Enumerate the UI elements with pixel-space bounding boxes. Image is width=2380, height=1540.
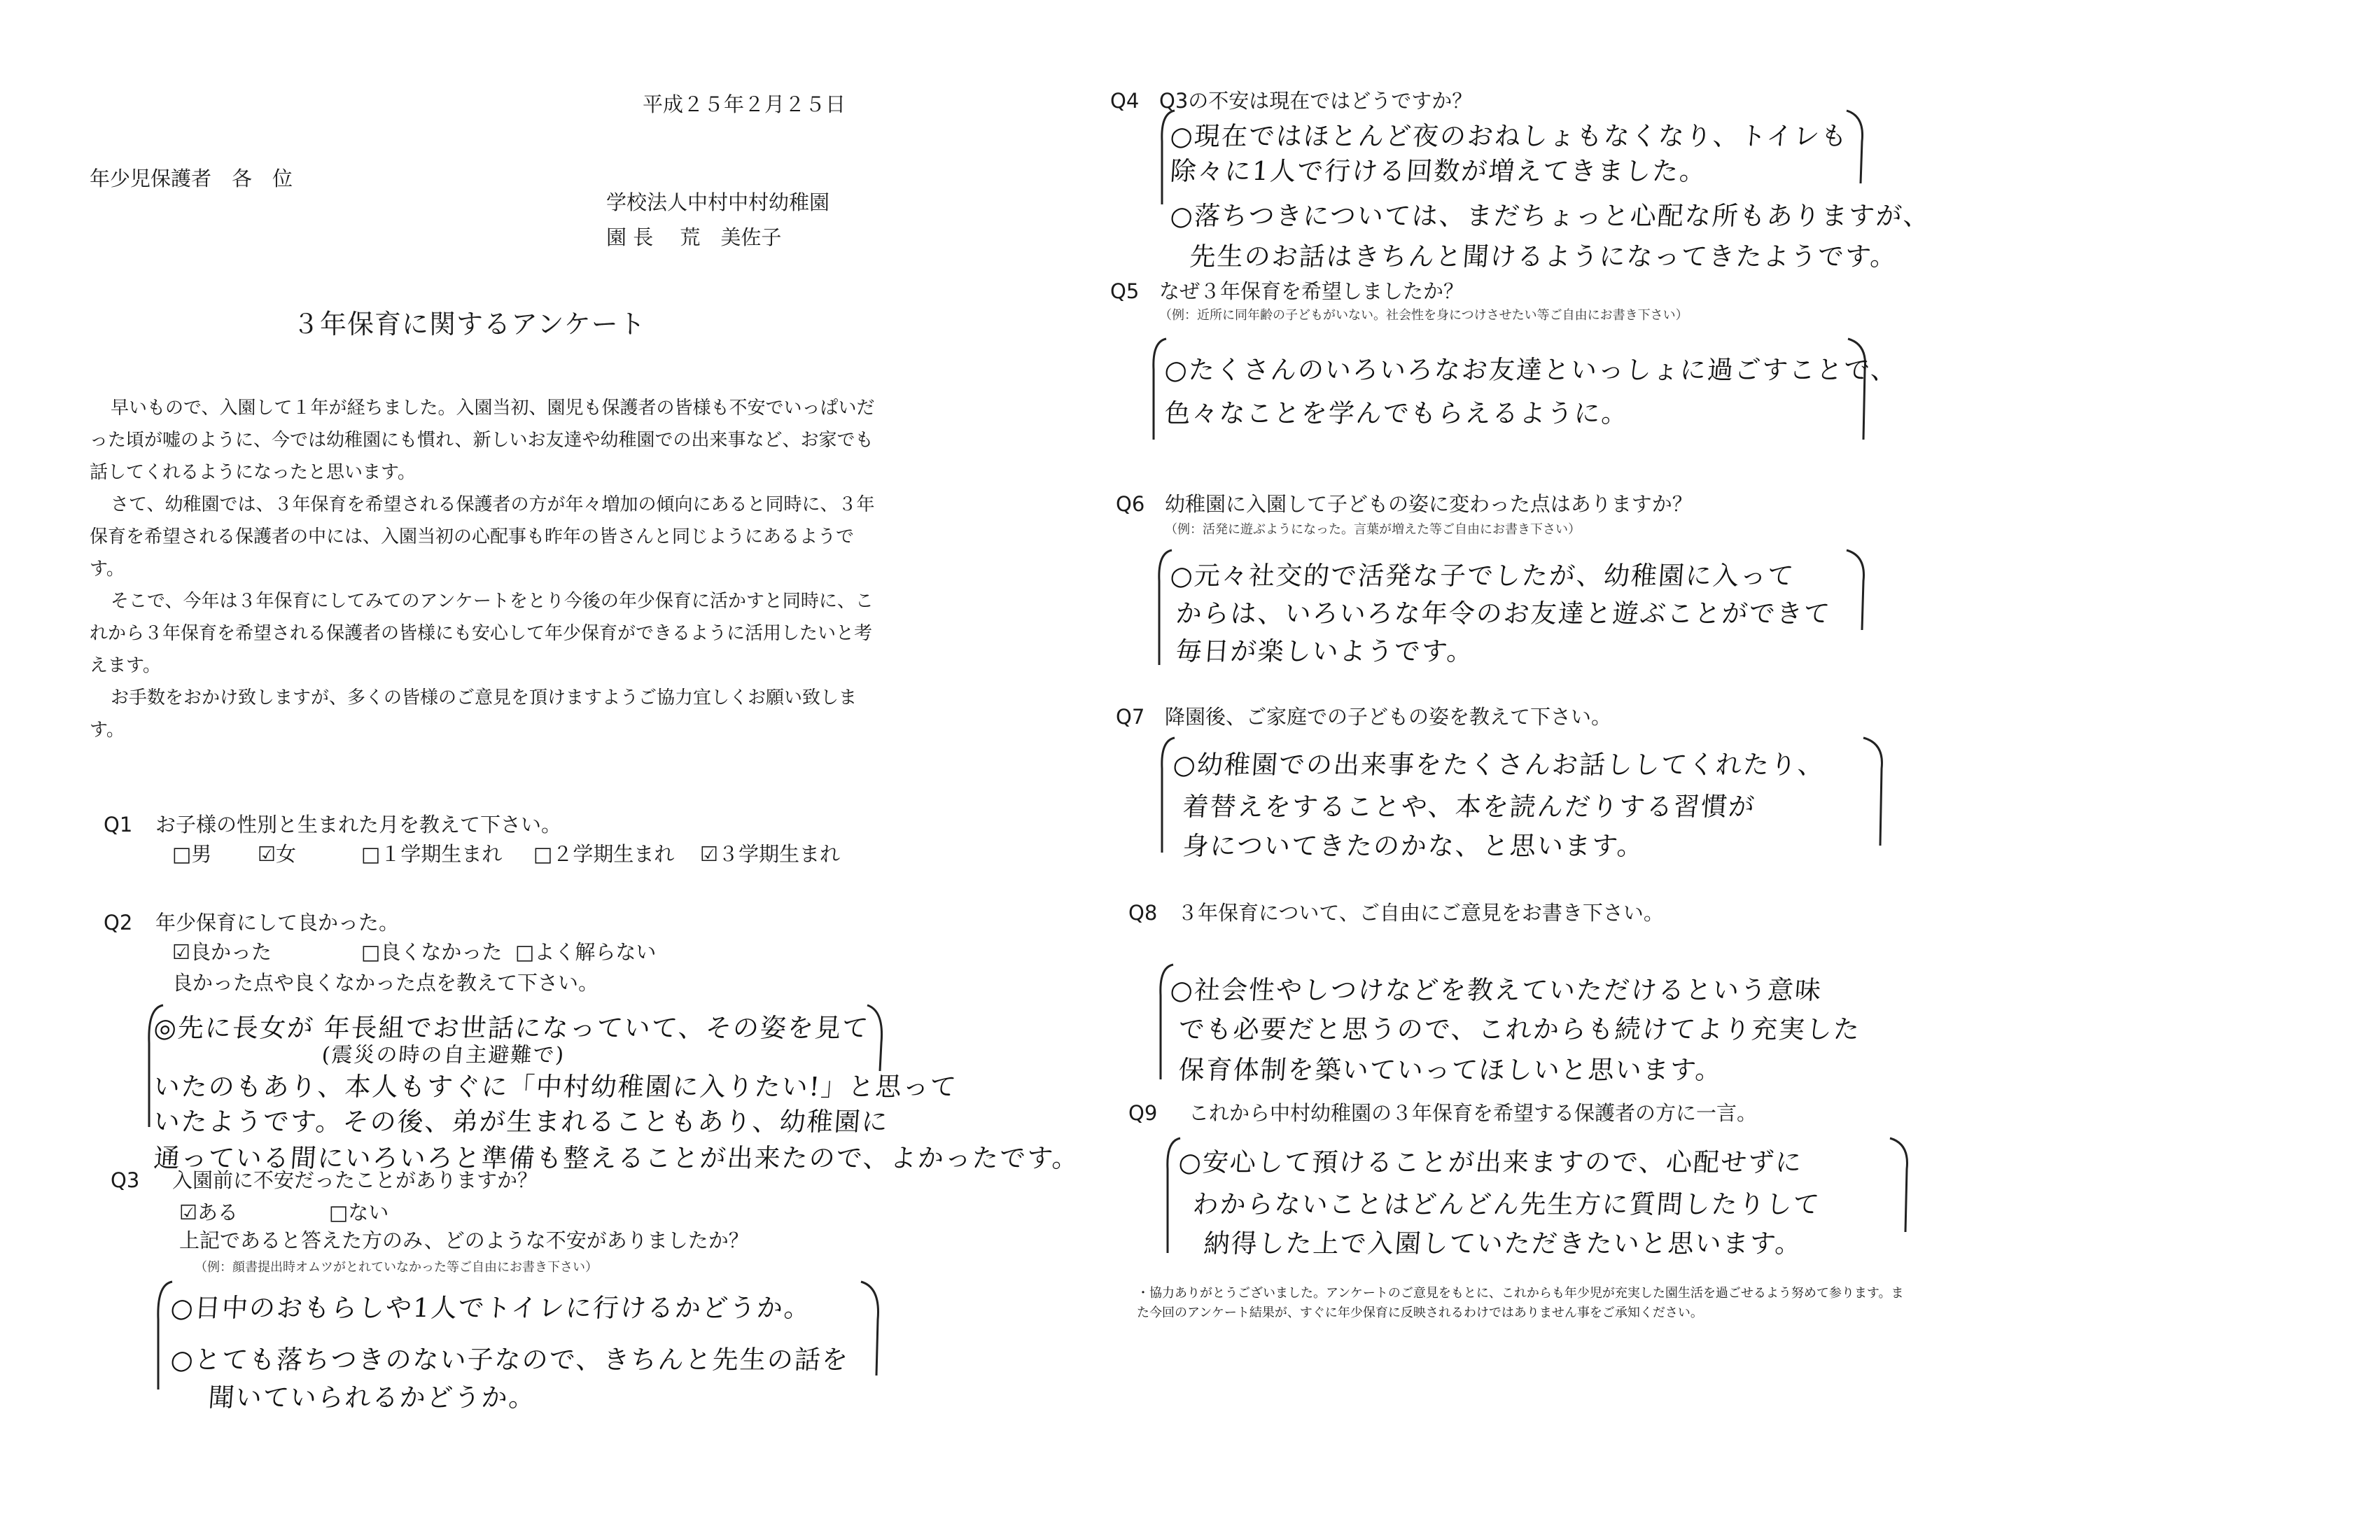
- q1-question: お子様の性別と生まれた月を教えて下さい。: [155, 813, 562, 836]
- q7-answer-line-3: 身についてきたのかな、と思います。: [1182, 831, 1646, 861]
- q1-option-female[interactable]: ☑女: [258, 842, 296, 866]
- q6-number: Q6: [1116, 492, 1145, 516]
- q3-question: 入園前に不安だったことがありますか？: [172, 1168, 538, 1192]
- q6-example: （例：活発に遊ぶようになった。言葉が増えた等ご自由にお書き下さい）: [1165, 522, 1581, 537]
- intro-paragraph-4: お手数をおかけ致しますが、多くの皆様のご意見を頂けますようご協力宜しくお願い致します。: [90, 687, 858, 741]
- page-title: ３年保育に関するアンケート: [293, 309, 646, 340]
- q4-number: Q4: [1110, 89, 1140, 113]
- q5-answer-line-2: 色々なことを学んでもらえるように。: [1163, 398, 1630, 428]
- q9-answer-line-1: ○安心して預けることが出来ますので、心配せずに: [1177, 1147, 1804, 1177]
- q2-answer-line-5: 通っている間にいろいろと準備も整えることが出来たので、よかったです。: [153, 1143, 1081, 1173]
- q1-option-term1[interactable]: □１学期生まれ: [361, 842, 503, 866]
- q3-number: Q3: [111, 1168, 140, 1192]
- q3-followup: 上記であると答えた方のみ、どのような不安がありましたか？: [179, 1228, 749, 1252]
- q2-option-good[interactable]: ☑良かった: [172, 940, 272, 964]
- q4-question: Q3の不安は現在ではどうですか？: [1159, 89, 1473, 113]
- q2-followup: 良かった点や良くなかった点を教えて下さい。: [172, 971, 599, 995]
- q2-answer-line-3: いたのもあり、本人もすぐに「中村幼稚園に入りたい!」と思って: [153, 1072, 959, 1102]
- q4-answer-line-1: ○現在ではほとんど夜のおねしょもなくなり、トイレも: [1169, 121, 1849, 151]
- q3-example: （例：顔書提出時オムツがとれていなかった等ご自由にお書き下さい）: [195, 1260, 598, 1275]
- q7-question: 降園後、ご家庭での子どもの姿を教えて下さい。: [1165, 705, 1612, 729]
- q2-answer-line-4: いたようです。その後、弟が生まれることもあり、幼稚園に: [153, 1107, 890, 1137]
- q8-answer-line-1: ○社会性やしつけなどを教えていただけるという意味: [1169, 975, 1823, 1005]
- q9-answer-line-2: わからないことはどんどん先生方に質問したりして: [1191, 1189, 1822, 1219]
- q5-answer-line-1: ○たくさんのいろいろなお友達といっしょに過ごすことで、: [1163, 355, 1899, 385]
- q3-answer-line-3: 聞いていられるかどうか。: [207, 1382, 538, 1413]
- intro-paragraph-2: さて、幼稚園では、３年保育を希望される保護者の方が年々増加の傾向にあると同時に、３年保育を希望される保護者の中には、入園当初の心配事も昨年の皆さんと同じようにあるようです。: [90, 494, 875, 580]
- sender-name: 園 長 荒 美佐子: [606, 225, 782, 249]
- q5-number: Q5: [1110, 279, 1140, 303]
- q3-option-no[interactable]: □ない: [329, 1200, 389, 1224]
- sender-organization: 学校法人中村中村幼稚園: [606, 190, 830, 214]
- q2-option-unsure[interactable]: □よく解らない: [515, 940, 657, 964]
- intro-paragraph-3: そこで、今年は３年保育にしてみてのアンケートをとり今後の年少保育に活かすと同時に、これから３年保育を希望される保護者の皆様にも安心して年少保育ができるように活用したいと考えます。: [90, 591, 874, 676]
- q8-answer-line-3: 保育体制を築いていってほしいと思います。: [1177, 1055, 1724, 1085]
- q7-answer-line-2: 着替えをすることや、本を読んだりする習慣が: [1182, 792, 1757, 822]
- q5-example: （例：近所に同年齢の子どもがいない。社会性を身につけさせたい等ご自由にお書き下さい）: [1159, 308, 1688, 323]
- q2-number: Q2: [104, 911, 133, 934]
- document-date: 平成２５年２月２５日: [643, 92, 846, 116]
- q4-answer-line-2: 除々に1人で行ける回数が増えてきました。: [1169, 156, 1708, 186]
- q8-answer-line-2: でも必要だと思うので、これからも続けてより充実した: [1177, 1014, 1862, 1044]
- q1-option-male[interactable]: □男: [172, 842, 212, 866]
- q6-answer-line-2: からは、いろいろな年令のお友達と遊ぶことができて: [1175, 598, 1833, 629]
- q9-question: これから中村幼稚園の３年保育を希望する保護者の方に一言。: [1189, 1101, 1758, 1125]
- q2-question: 年少保育にして良かった。: [155, 911, 400, 934]
- q8-number: Q8: [1128, 901, 1158, 925]
- q9-answer-line-3: 納得した上で入園していただきたいと思います。: [1203, 1228, 1804, 1259]
- intro-paragraph-1: 早いもので、入園して１年が経ちました。入園当初、園児も保護者の皆様も不安でいっぱいだった頃が嘘のように、今では幼稚園にも慣れ、新しいお友達や幼稚園での出来事など、お家でも話してくれるようになったと思います。: [90, 398, 875, 483]
- q3-answer-line-2: ○とても落ちつきのない子なので、きちんと先生の話を: [169, 1345, 850, 1375]
- q5-question: なぜ３年保育を希望しましたか？: [1159, 279, 1464, 303]
- addressee: 年少児保護者 各 位: [90, 167, 293, 190]
- q3-option-yes[interactable]: ☑ある: [179, 1200, 238, 1224]
- q8-question: ３年保育について、ご自由にご意見をお書き下さい。: [1177, 901, 1664, 925]
- q4-answer-line-4: 先生のお話はきちんと聞けるようになってきたようです。: [1189, 241, 1899, 272]
- q6-question: 幼稚園に入園して子どもの姿に変わった点はありますか？: [1165, 492, 1693, 516]
- q2-answer-line-2: (震災の時の自主避難で): [321, 1043, 566, 1068]
- q6-answer-line-3: 毎日が楽しいようです。: [1175, 636, 1476, 666]
- q1-option-term2[interactable]: □２学期生まれ: [533, 842, 675, 866]
- q9-number: Q9: [1128, 1101, 1158, 1125]
- q2-answer-line-1: ◎先に長女が 年長組でお世話になっていて、その姿を見て: [153, 1013, 871, 1043]
- footer-note: ・協力ありがとうございました。アンケートのご意見をもとに、これからも年少児が充実した園生活を過ごせるよう努めて参ります。また今回のアンケート結果が、すぐに年少保育に反映されるわけではありません事をご承知ください。: [1137, 1286, 1904, 1320]
- q1-number: Q1: [104, 813, 133, 836]
- q3-answer-line-1: ○日中のおもらしや1人でトイレに行けるかどうか。: [169, 1293, 813, 1323]
- q7-number: Q7: [1116, 705, 1145, 729]
- q1-option-term3[interactable]: ☑３学期生まれ: [700, 842, 840, 866]
- q6-answer-line-1: ○元々社交的で活発な子でしたが、幼稚園に入って: [1169, 561, 1796, 591]
- q4-answer-line-3: ○落ちつきについては、まだちょっと心配な所もありますが、: [1169, 201, 1932, 231]
- q2-option-not-good[interactable]: □良くなかった: [361, 940, 503, 964]
- q7-answer-line-1: ○幼稚園での出来事をたくさんお話ししてくれたり、: [1172, 750, 1826, 780]
